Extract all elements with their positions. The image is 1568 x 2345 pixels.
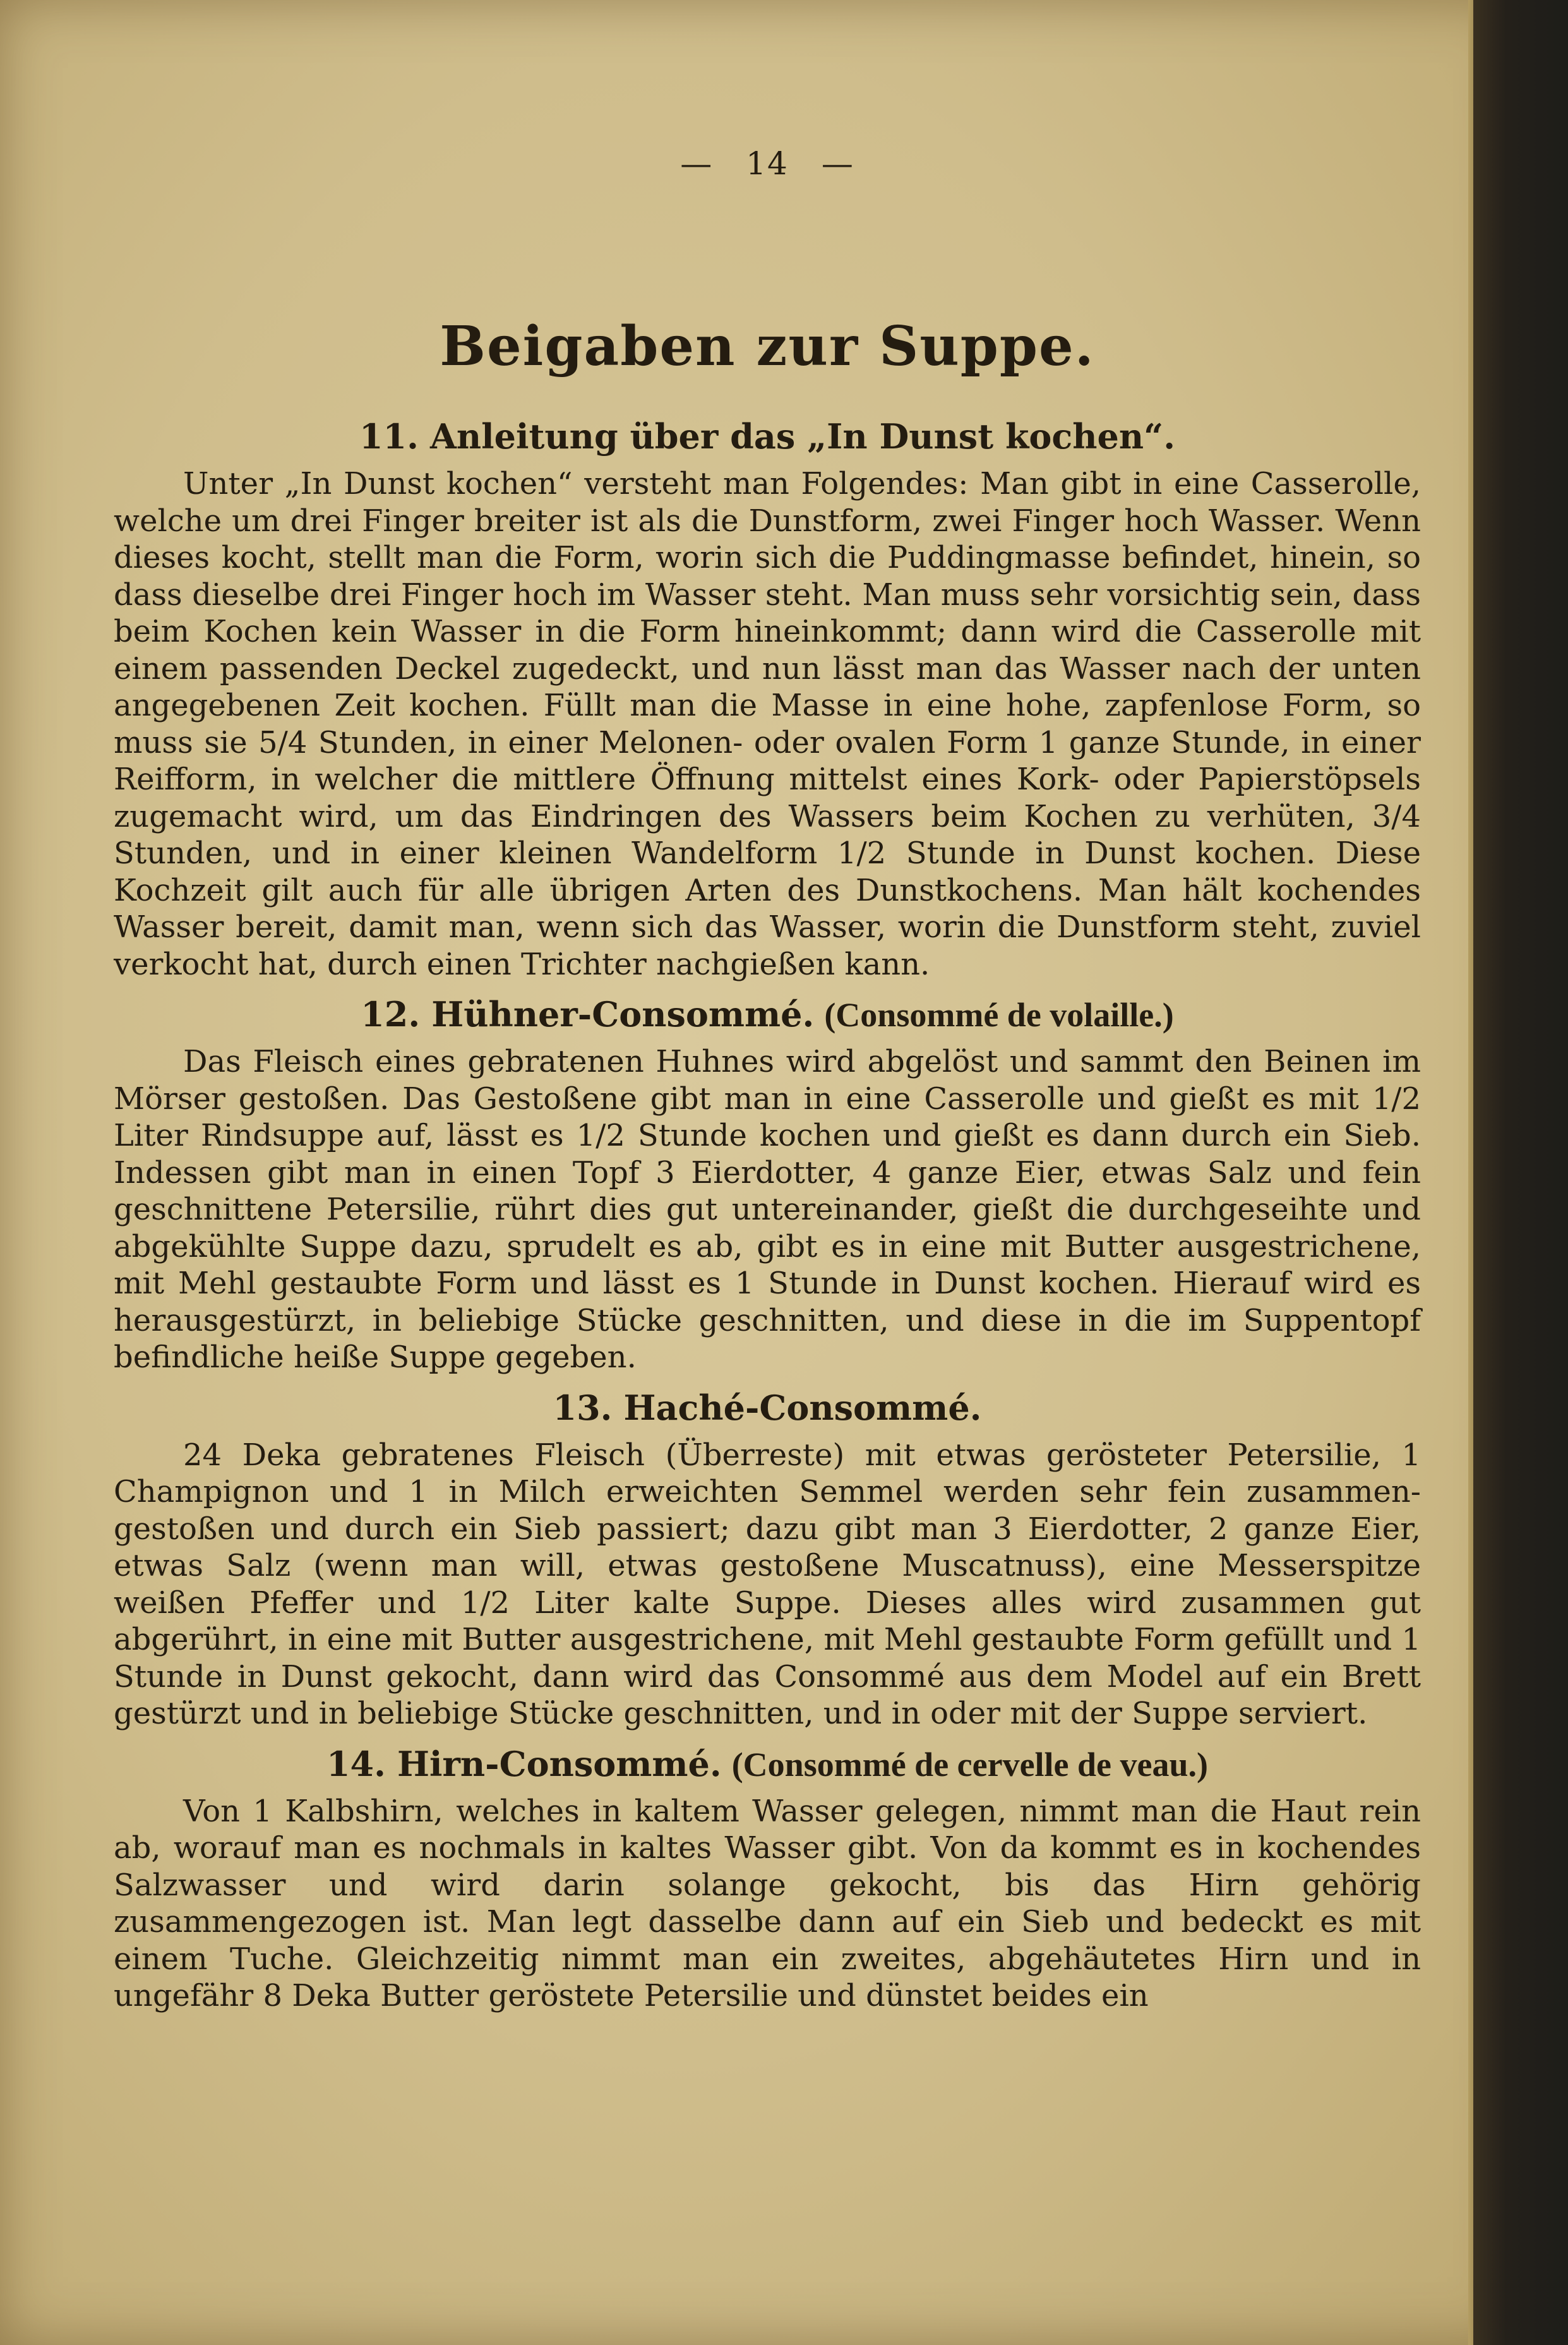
page-number-dash-right: — (821, 145, 854, 182)
recipe-subtitle: (Consommé de cervelle de veau.) (731, 1745, 1208, 1784)
recipe-heading-12 (114, 994, 1421, 1035)
page-number-dash-left: — (680, 145, 714, 182)
recipe-number: 12. (361, 994, 421, 1035)
page-content (114, 145, 1421, 2021)
page-number (114, 145, 1421, 182)
recipe-title: Hirn-Consommé. (397, 1743, 722, 1784)
recipe-title: Haché-Consommé. (623, 1387, 982, 1428)
recipe-heading-11 (114, 416, 1421, 457)
recipe-subtitle: (Consommé de volaille.) (824, 996, 1174, 1034)
recipe-heading-13 (114, 1388, 1421, 1428)
recipe-title: Anleitung über das „In Dunst kochen“. (429, 416, 1176, 457)
recipe-heading-14 (114, 1744, 1421, 1784)
recipe-text-11: Unter „In Dunst kochen“ versteht man Folgendes: Man gibt in eine Casserolle, welche um drei Finger breiter ist als die Dunstform, zwei Finger hoch Wasser. Wenn dieses kocht, stellt man die Form, worin sich die Puddingmasse befindet, hinein, so dass dieselbe drei Finger hoch im Wasser steht. Man muss sehr vorsichtig sein, dass beim Kochen kein Wasser in die Form hineinkommt; dann wird die Casserolle mit einem passenden Deckel zugedeckt, und nun lässt man das Wasser nach der unten angegebenen Zeit kochen. Füllt man die Masse in eine hohe, zapfenlose Form, so muss sie 5/4 Stunden, in einer Melonen- oder ovalen Form 1 ganze Stunde, in einer Reifform, in welcher die mittlere Öffnung mittelst eines Kork- oder Papierstöpsels zugemacht wird, um das Eindringen des Wassers beim Kochen zu verhüten, 3/4 Stunden, und in einer kleinen Wandelform 1/2 Stunde in Dunst kochen. Diese Kochzeit gilt auch für alle übrigen Arten des Dunstkochens. Man hält kochendes Wasser bereit, damit man, wenn sich das Wasser, worin die Dunstform steht, zuviel verkocht hat, durch einen Trichter nachgießen kann. (114, 466, 1421, 982)
recipe-text-12: Das Fleisch eines gebratenen Huhnes wird abgelöst und sammt den Beinen im Mörser gestoßen. Das Gestoßene gibt man in eine Casserolle und gießt es mit 1/2 Liter Rindsuppe auf, lässt es 1/2 Stunde kochen und gießt es dann durch ein Sieb. Indessen gibt man in einen Topf 3 Eierdotter, 4 ganze Eier, etwas Salz und fein geschnittene Petersilie, rührt dies gut untereinander, gießt die durchgeseihte und abgekühlte Suppe dazu, sprudelt es ab, gibt es in eine mit Butter ausgestrichene, mit Mehl gestaubte Form und lässt es 1 Stunde in Dunst kochen. Hierauf wird es herausgestürzt, in beliebige Stücke geschnitten, und diese in die im Suppentopf befindliche heiße Suppe gegeben. (114, 1044, 1421, 1375)
recipe-number: 14. (326, 1743, 386, 1784)
recipe-text-13: 24 Deka gebratenes Fleisch (Überreste) mit etwas gerösteter Petersilie, 1 Champignon und 1 in Milch erweichten Semmel werden sehr fein zusammengestoßen und durch ein Sieb passiert; dazu gibt man 3 Eierdotter, 2 ganze Eier, etwas Salz (wenn man will, etwas gestoßene Muscatnuss), eine Messerspitze weißen Pfeffer und 1/2 Liter kalte Suppe. Dieses alles wird zusammen gut abgerührt, in eine mit Butter ausgestrichene, mit Mehl gestaubte Form gefüllt und 1 Stunde in Dunst gekocht, dann wird das Consommé aus dem Model auf ein Brett gestürzt und in beliebige Stücke geschnitten, und in oder mit der Suppe serviert. (114, 1437, 1421, 1731)
recipe-number: 11. (359, 416, 419, 457)
recipe-title: Hühner-Consommé. (431, 994, 815, 1035)
page-number-value: 14 (746, 145, 789, 182)
recipe-text-14: Von 1 Kalbshirn, welches in kaltem Wasser gelegen, nimmt man die Haut rein ab, worauf man es nochmals in kaltes Wasser gibt. Von da kommt es in kochendes Salzwasser und wird darin solange gekocht, bis das Hirn gehörig zusammengezogen ist. Man legt dasselbe dann auf ein Sieb und bedeckt es mit einem Tuche. Gleichzeitig nimmt man ein zweites, abgehäutetes Hirn und in ungefähr 8 Deka Butter geröstete Petersilie und dünstet beides ein (114, 1793, 1421, 2013)
recipe-number: 13. (553, 1387, 613, 1428)
section-title: Beigaben zur Suppe. (440, 315, 1095, 378)
book-spine (1473, 0, 1568, 2345)
